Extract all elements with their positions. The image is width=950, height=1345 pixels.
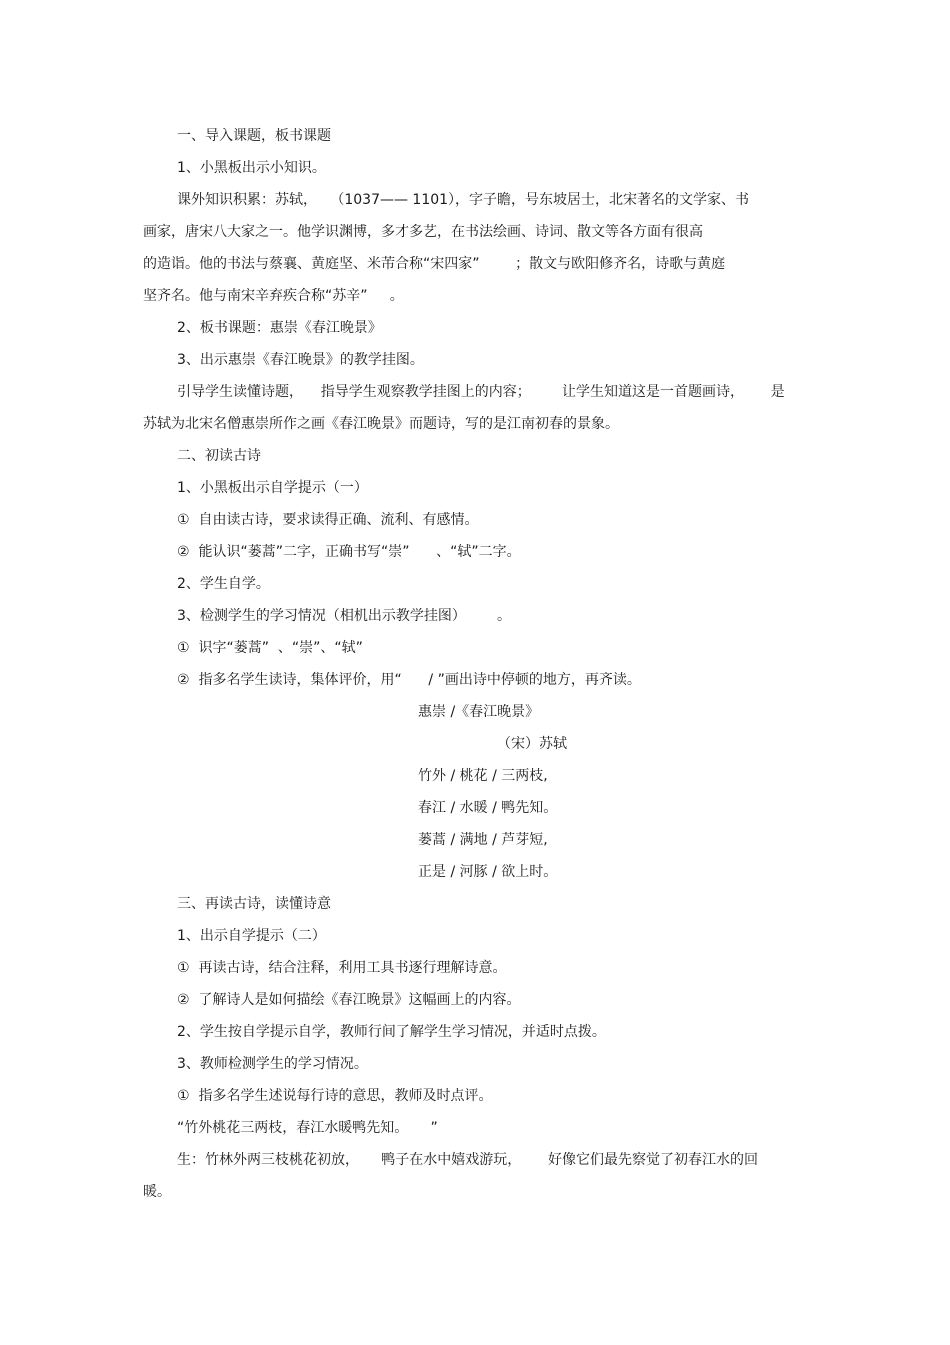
poem-verse: 蒌蒿 / 满地 / 芦芽短, [418,832,548,848]
paragraph-line: 暖。 [143,1184,171,1200]
paragraph-line: 1、出示自学提示（二） [177,928,326,944]
paragraph-line: 3、教师检测学生的学习情况。 [177,1056,368,1072]
paragraph-line: 生：竹林外两三枝桃花初放， 鸭子在水中嬉戏游玩， 好像它们最先察觉了初春江水的回 [177,1152,758,1168]
poem-verse: 春江 / 水暖 / 鸭先知。 [418,800,558,816]
poem-verse: 正是 / 河豚 / 欲上时。 [418,864,558,880]
poem-author: （宋）苏轼 [497,736,567,752]
paragraph-line: 苏轼为北宋名僧惠崇所作之画《春江晚景》而题诗，写的是江南初春的景象。 [143,416,619,432]
paragraph-line: 坚齐名。他与南宋辛弃疾合称“苏辛” 。 [143,288,404,304]
paragraph-line: 1、小黑板出示小知识。 [177,160,326,176]
paragraph-line: 3、出示惠崇《春江晚景》的教学挂图。 [177,352,424,368]
section-heading-1: 一、导入课题，板书课题 [177,128,331,144]
section-heading-3: 三、再读古诗，读懂诗意 [177,896,331,912]
paragraph-line: 1、小黑板出示自学提示（一） [177,480,368,496]
paragraph-line: ① 指多名学生述说每行诗的意思，教师及时点评。 [177,1088,493,1104]
paragraph-line: 引导学生读懂诗题， 指导学生观察教学挂图上的内容； 让学生知道这是一首题画诗， 是 [177,384,785,400]
paragraph-line: 3、检测学生的学习情况（相机出示教学挂图） 。 [177,608,512,624]
paragraph-line: 2、学生按自学提示自学，教师行间了解学生学习情况，并适时点拨。 [177,1024,606,1040]
paragraph-line: 2、学生自学。 [177,576,270,592]
paragraph-line: ① 再读古诗，结合注释，利用工具书逐行理解诗意。 [177,960,507,976]
paragraph-line: ① 自由读古诗，要求读得正确、流利、有感情。 [177,512,479,528]
paragraph-line: 的造诣。他的书法与蔡襄、黄庭坚、米芾合称“宋四家” ；散文与欧阳修齐名，诗歌与黄庭 [143,256,726,272]
paragraph-line: 2、板书课题：惠崇《春江晚景》 [177,320,382,336]
section-heading-2: 二、初读古诗 [177,448,261,464]
paragraph-line: 课外知识积累：苏轼， （1037—— 1101），字子瞻，号东坡居士，北宋著名的文学家、书 [177,192,750,208]
poem-title: 惠崇 /《春江晚景》 [418,704,540,720]
paragraph-line: ② 能认识“蒌蒿”二字，正确书写“崇” 、“轼”二字。 [177,544,521,560]
paragraph-line: 画家，唐宋八大家之一。他学识渊博，多才多艺，在书法绘画、诗词、散文等各方面有很高 [143,224,703,240]
paragraph-line: ① 识字“蒌蒿” 、“崇”、“轼” [177,640,363,656]
poem-verse: 竹外 / 桃花 / 三两枝, [418,768,548,784]
paragraph-line: ② 了解诗人是如何描绘《春江晚景》这幅画上的内容。 [177,992,521,1008]
quoted-verse: “竹外桃花三两枝，春江水暖鸭先知。 ” [177,1120,438,1136]
paragraph-line: ② 指多名学生读诗，集体评价，用“ / ”画出诗中停顿的地方，再齐读。 [177,672,641,688]
